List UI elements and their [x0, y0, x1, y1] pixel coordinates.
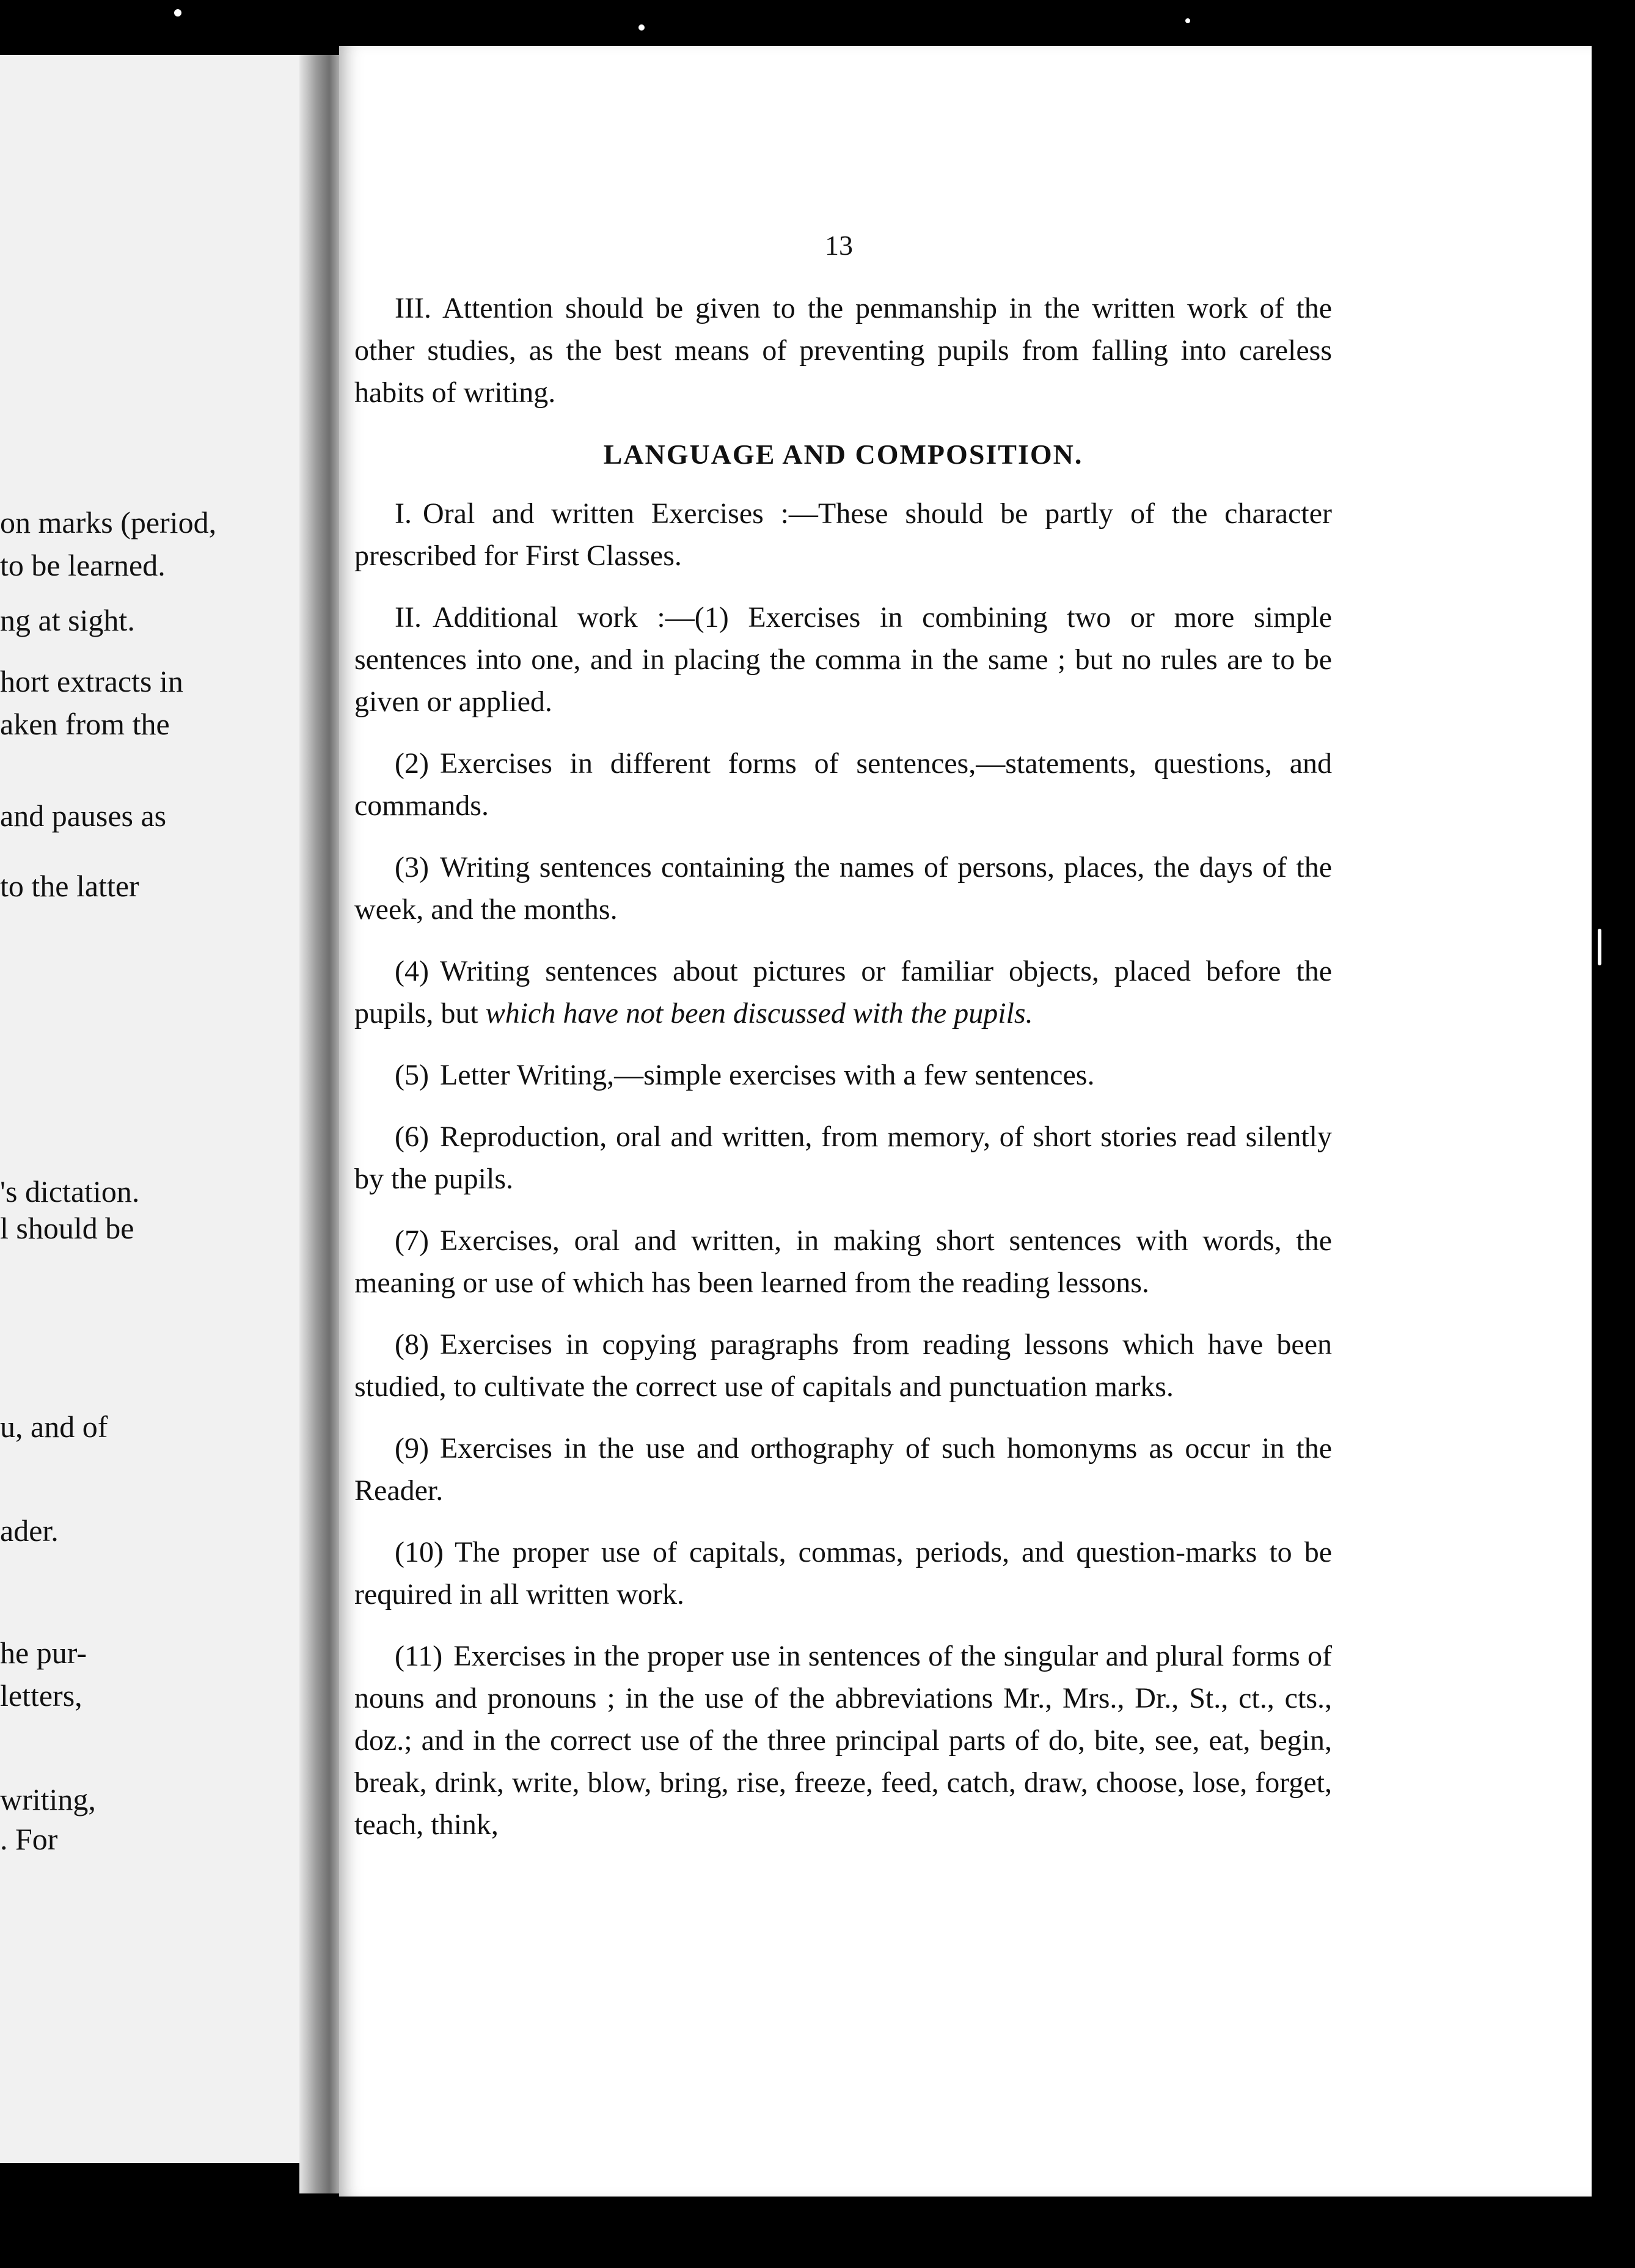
facing-line: he pur-	[0, 1636, 87, 1670]
facing-page	[0, 55, 318, 2163]
book-gutter	[299, 55, 342, 2193]
list-item	[354, 742, 1332, 827]
item-text: Writing sentences containing the names of persons, places, the days of the week, and the months.	[354, 851, 1332, 926]
section-heading: LANGUAGE AND COMPOSITION.	[603, 439, 1083, 470]
paragraph-intro	[354, 287, 1332, 414]
paragraph-text: Oral and written Exercises :—These should be partly of the character prescribed for First Classes.	[354, 497, 1332, 572]
paragraph-text: Additional work :—(1) Exercises in combining two or more simple sentences into one, and in placing the comma in the same ; but no rules are to be given or applied.	[354, 601, 1332, 718]
facing-line: ader.	[0, 1513, 59, 1548]
list-item	[354, 1635, 1332, 1846]
facing-line: to the latter	[0, 869, 139, 903]
list-item	[354, 1323, 1332, 1408]
facing-line: aken from the	[0, 707, 170, 741]
facing-line: letters,	[0, 1678, 82, 1713]
item-text: Exercises in the proper use in sentences of the singular and plural forms of nouns and pronouns ; in the use of the abbreviations Mr., Mrs., Dr., St., ct., cts., doz.; and in the correct use of the three principal parts of do, bite, see, eat, begin, break, drink, write, blow, bring, rise, freeze, feed, catch, draw, choose, lose, forget, teach, think,	[354, 1640, 1332, 1841]
list-item	[354, 846, 1332, 931]
facing-line: to be learned.	[0, 548, 166, 582]
paragraph-label: III.	[395, 292, 431, 324]
facing-line: on marks (period,	[0, 505, 217, 540]
facing-line: ng at sight.	[0, 603, 135, 637]
item-emphasis: which have not been discussed with the pupils.	[485, 997, 1033, 1030]
item-number: (7)	[395, 1224, 429, 1257]
item-text: Exercises in the use and orthography of such homonyms as occur in the Reader.	[354, 1432, 1332, 1507]
paragraph-i	[354, 492, 1332, 577]
facing-line: writing,	[0, 1782, 96, 1816]
item-text: Writing sentences about pictures or familiar objects, placed before the pupils, but	[354, 955, 1332, 1030]
list-item	[354, 1054, 1332, 1096]
item-number: (11)	[395, 1640, 443, 1672]
item-text: Exercises in copying paragraphs from reading lessons which have been studied, to cultivate the correct use of capitals and punctuation marks.	[354, 1328, 1332, 1403]
item-text: Exercises in different forms of sentences,—statements, questions, and commands.	[354, 747, 1332, 822]
page-number: 13	[825, 230, 853, 261]
list-item	[354, 1116, 1332, 1200]
item-number: (4)	[395, 955, 429, 987]
item-text: The proper use of capitals, commas, periods, and question-marks to be required in all written work.	[354, 1536, 1332, 1611]
item-number: (2)	[395, 747, 429, 780]
list-item	[354, 1427, 1332, 1512]
facing-line: 's dictation.	[0, 1174, 140, 1209]
paragraph-text: Attention should be given to the penmanship in the written work of the other studies, as the best means of preventing pupils from falling into careless habits of writing.	[354, 292, 1332, 409]
facing-line: . For	[0, 1822, 58, 1856]
item-number: (8)	[395, 1328, 429, 1361]
scan-speck	[174, 9, 181, 16]
item-text: Exercises, oral and written, in making short sentences with words, the meaning or use of which has been learned from the reading lessons.	[354, 1224, 1332, 1299]
scan-speck	[638, 24, 645, 31]
scan-speck	[1598, 929, 1601, 965]
facing-line: u, and of	[0, 1410, 108, 1444]
paragraph-ii	[354, 596, 1332, 723]
item-number: (10)	[395, 1536, 444, 1568]
scan-speck	[1185, 18, 1190, 23]
item-number: (5)	[395, 1059, 429, 1091]
facing-line: hort extracts in	[0, 664, 183, 698]
facing-line: l should be	[0, 1211, 134, 1245]
list-item	[354, 1531, 1332, 1615]
page-body	[354, 287, 1332, 1865]
paragraph-label: I.	[395, 497, 412, 530]
item-text: Letter Writing,—simple exercises with a few sentences.	[439, 1059, 1095, 1091]
item-number: (9)	[395, 1432, 429, 1465]
list-item	[354, 950, 1332, 1034]
item-text: Reproduction, oral and written, from memory, of short stories read silently by the pupils.	[354, 1121, 1332, 1195]
paragraph-label: II.	[395, 601, 422, 634]
list-item	[354, 1220, 1332, 1304]
facing-line: and pauses as	[0, 799, 167, 833]
item-number: (3)	[395, 851, 429, 883]
item-number: (6)	[395, 1121, 429, 1153]
